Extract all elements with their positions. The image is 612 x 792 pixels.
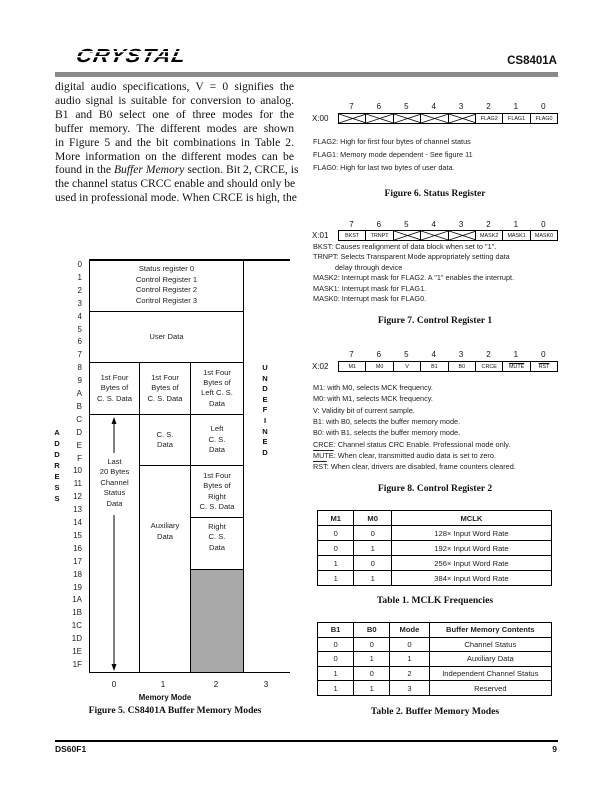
user-data-block: User Data: [89, 311, 244, 364]
document-id: DS60F1: [55, 744, 87, 754]
unused-bit-cell: [448, 230, 476, 241]
body-line: [55, 108, 294, 122]
text-segment: the channel status CRCC enable and should only be: [55, 177, 296, 191]
table-cell: Reserved: [429, 681, 551, 696]
note-term: BKST: [313, 242, 332, 251]
register-note: [313, 383, 433, 392]
bit-cell: [393, 361, 421, 372]
address-label: 1E: [72, 647, 82, 656]
body-line: [55, 163, 299, 177]
register-note: [313, 284, 426, 293]
memory-mode-tick: 3: [263, 680, 269, 689]
table-cell: 0: [318, 637, 354, 652]
address-label: 1C: [71, 621, 82, 631]
text-segment: section. Bit 2, CRCE, is: [184, 163, 299, 177]
address-label: D: [76, 427, 82, 437]
bit-number: 0: [541, 102, 546, 111]
note-term: MASK2: [313, 273, 338, 283]
register-note: [313, 242, 496, 251]
address-label: 8: [77, 363, 82, 373]
register-note: [313, 394, 433, 403]
bit-label: MASK2: [480, 232, 499, 239]
memory-mode-axis-title: Memory Mode: [138, 693, 192, 702]
page-number: 9: [552, 744, 557, 754]
note-text: : Memory mode dependent - See figure 11: [336, 150, 473, 159]
text-segment: buffer memory. The different modes are shown: [55, 121, 294, 135]
address-label: A: [76, 389, 82, 398]
table-cell: 256× Input Word Rate: [391, 556, 551, 571]
cross-icon: [449, 231, 475, 240]
address-label: B: [76, 401, 82, 411]
address-label: 1D: [71, 634, 82, 644]
unused-bit-cell: [448, 113, 476, 124]
bit-number: 4: [431, 220, 436, 229]
address-label: 7: [77, 350, 82, 360]
table-1: [317, 510, 552, 586]
table-cell: Channel Status: [429, 637, 551, 652]
table-cell: 1: [354, 681, 390, 696]
register-address: X:01: [312, 231, 329, 240]
bit-cell: [420, 361, 448, 372]
note-term: FLAG1: [313, 150, 337, 159]
table-cell: 2: [390, 666, 429, 681]
note-term: MASK0: [313, 294, 338, 303]
bit-cell: [530, 113, 558, 124]
mode2-first-four-right-block: 1st Four Bytes of Right C. S. Data: [190, 465, 244, 518]
register-caption: Figure 6. Status Register: [384, 188, 486, 199]
bit-label: V: [405, 363, 409, 370]
text-segment: audio signal is suitable for conversion to analog.: [55, 93, 294, 107]
bit-cell: [475, 113, 503, 124]
unused-bit-cell: [420, 113, 448, 124]
mode0-last20-label: Last 20 Bytes Channel Status Data: [91, 455, 138, 511]
note-term: CRCE: [313, 439, 334, 449]
bit-cell: [502, 230, 530, 241]
address-label: 5: [77, 324, 82, 334]
address-label: 1F: [72, 659, 82, 669]
table-cell: 3: [390, 681, 429, 696]
table-caption: Table 2. Buffer Memory Modes: [370, 706, 500, 717]
note-text: : Interrupt mask for FLAG2. A "1" enables the interrupt.: [337, 273, 515, 283]
note-text: : High for first four bytes of channel status: [336, 137, 471, 146]
table-cell: 0: [354, 556, 391, 571]
bit-cell: [475, 230, 503, 241]
header-rule: [55, 72, 558, 77]
undefined-label: U N D E F I N E D: [262, 363, 268, 457]
text-segment: More information on the different modes can be: [55, 149, 294, 163]
bit-number: 4: [431, 102, 436, 111]
register-note: [313, 252, 510, 261]
bit-cell: [475, 361, 503, 372]
table-cell: 0: [354, 526, 391, 541]
table-row: [318, 541, 552, 556]
register-caption: Figure 8. Control Register 2: [377, 483, 493, 494]
bit-cell: [502, 361, 530, 372]
bit-label: M1: [348, 363, 356, 370]
register-note: [313, 273, 514, 282]
address-label: 14: [73, 518, 82, 527]
table-header-row: [318, 511, 552, 526]
note-text: : with M1, selects MCK frequency.: [323, 394, 433, 404]
table-cell: Auxiliary Data: [429, 652, 551, 667]
address-label: 3: [77, 298, 82, 308]
bit-cell: [365, 361, 393, 372]
note-text: : High for last two bytes of user data.: [336, 163, 455, 172]
table-row: [318, 681, 552, 696]
register-note: [313, 163, 455, 172]
bit-number: 3: [458, 350, 464, 359]
body-line: [55, 177, 294, 191]
note-term: V: [313, 405, 318, 415]
bit-number: 7: [349, 102, 354, 111]
bit-cell: [448, 361, 476, 372]
register-note: [313, 406, 415, 415]
register-note: [313, 451, 496, 460]
bit-label: B0: [458, 363, 466, 370]
note-term: FLAG0: [313, 163, 337, 172]
note-term: MUTE: [313, 450, 334, 460]
cross-icon: [394, 231, 420, 240]
address-label: 15: [73, 530, 82, 540]
column-header: M1: [318, 511, 354, 526]
table-cell: 0: [318, 652, 354, 667]
table-row: [318, 652, 552, 667]
register-note: [313, 137, 471, 146]
svg-text:CRYSTAL: CRYSTAL: [74, 46, 174, 66]
table-row: [318, 637, 552, 652]
address-label: 13: [73, 505, 82, 515]
register-note: [313, 294, 426, 303]
note-term: $\overline{RST}$: [313, 462, 327, 472]
bit-number: 6: [376, 220, 382, 229]
bit-label: MASK1: [507, 232, 526, 239]
bit-number: 4: [431, 350, 436, 359]
bit-number: 2: [486, 102, 491, 111]
table-cell: 1: [354, 541, 391, 556]
note-text: delay through device: [335, 262, 403, 272]
bit-label: $\overline{RST}$: [538, 363, 550, 370]
mode1-first-four-block: 1st Four Bytes of C. S. Data: [139, 362, 191, 415]
top-border-line: [89, 259, 290, 261]
table-cell: 1: [318, 556, 354, 571]
column-header: Buffer Memory Contents: [429, 623, 551, 638]
table-cell: 1: [354, 571, 391, 586]
bit-number: 7: [349, 220, 354, 229]
note-text: : Selects Transparent Mode appropriately setting data: [336, 252, 510, 262]
table-cell: 128× Input Word Rate: [391, 526, 551, 541]
address-label: 0: [77, 260, 82, 269]
register-address: X:00: [312, 114, 329, 123]
bit-label: MASK0: [534, 232, 554, 239]
note-text: : Interrupt mask for FLAG0.: [337, 294, 427, 303]
address-label: 12: [73, 492, 82, 502]
note-text: : Validity bit of current sample.: [317, 405, 415, 415]
note-term: FLAG2: [313, 137, 337, 146]
bit-cell: [338, 361, 366, 372]
register-note: [313, 428, 460, 437]
address-label: 18: [73, 569, 82, 579]
table-cell: 1: [354, 652, 390, 667]
table-cell: 0: [318, 526, 354, 541]
address-label: 1: [77, 272, 82, 282]
bit-number: 2: [486, 220, 491, 229]
mode1-auxiliary-block: Auxiliary Data: [139, 465, 191, 672]
body-line: [55, 136, 294, 150]
table-cell: 0: [390, 637, 429, 652]
note-text: : with B0, selects the buffer memory mode.: [321, 416, 461, 426]
body-line: [55, 94, 294, 108]
address-label: 16: [73, 543, 82, 553]
note-text: : with M0, selects MCK frequency.: [323, 383, 433, 392]
note-term: MASK1: [313, 283, 338, 293]
cross-icon: [339, 114, 365, 123]
bit-number: 0: [541, 350, 546, 359]
body-line: [55, 150, 294, 164]
bit-label: FLAG0: [535, 115, 553, 122]
table-cell: 0: [354, 637, 390, 652]
unused-bit-cell: [338, 113, 366, 124]
memory-mode-tick: 1: [160, 680, 166, 689]
cross-icon: [421, 231, 447, 240]
table-row: [318, 666, 552, 681]
address-label: E: [76, 440, 82, 450]
column-header: M0: [354, 511, 391, 526]
text-segment: used in professional mode. When CRCE is high, the: [55, 191, 297, 205]
memory-mode-tick: 0: [111, 680, 117, 689]
note-text: : When clear, transmitted audio data is set to zero.: [333, 450, 496, 460]
cross-icon: [366, 114, 392, 123]
table-row: [318, 571, 552, 586]
register-note: [313, 440, 510, 449]
register-note: [335, 263, 402, 272]
text-segment: digital audio specifications, V = 0 signifies the: [55, 80, 294, 93]
bit-cell: [530, 230, 558, 241]
unused-bit-cell: [393, 230, 421, 241]
table-row: [318, 526, 552, 541]
bit-number: 1: [513, 102, 519, 111]
bit-number: 1: [513, 220, 519, 229]
note-text: : When clear, drivers are disabled, frame counters cleared.: [326, 462, 516, 472]
footer-rule: [55, 740, 558, 742]
bit-number: 5: [404, 102, 409, 111]
bit-number: 5: [404, 220, 409, 229]
register-note: [313, 462, 516, 471]
bit-number: 5: [404, 350, 409, 359]
mode0-first-four-block: 1st Four Bytes of C. S. Data: [89, 362, 140, 415]
address-label: 17: [73, 556, 82, 566]
column-header: Mode: [390, 623, 429, 638]
register-note: [313, 417, 460, 426]
column-header: B1: [318, 623, 354, 638]
table-header-row: [318, 623, 552, 638]
registers-block: Status register 0 Control Register 1 Control Register 2 Control Register 3: [89, 259, 244, 312]
unused-bit-cell: [393, 113, 421, 124]
note-term: M1: [313, 383, 324, 392]
address-label: 11: [73, 479, 82, 489]
double-arrow-icon: [108, 415, 120, 675]
bit-label: M0: [375, 363, 384, 370]
bit-number: 6: [376, 102, 382, 111]
part-number: CS8401A: [507, 55, 557, 67]
mode2-right-cs-block: Right C. S. Data: [190, 517, 244, 570]
note-term: M0: [313, 394, 324, 404]
address-label: 1A: [72, 595, 82, 605]
note-term: B1: [313, 416, 322, 426]
register-caption: Figure 7. Control Register 1: [377, 315, 493, 326]
table-cell: 1: [318, 681, 354, 696]
bit-number: 0: [541, 220, 546, 229]
mode1-cs-data-block: C. S. Data: [139, 414, 191, 467]
bit-number: 7: [349, 350, 354, 359]
cross-icon: [394, 114, 420, 123]
note-text: : Interrupt mask for FLAG1.: [337, 283, 427, 293]
address-axis-label: A D D R E S S: [54, 428, 60, 503]
bit-number: 6: [376, 350, 382, 359]
bit-label: FLAG1: [508, 115, 526, 122]
address-label: 2: [77, 285, 82, 295]
body-line: [55, 191, 297, 205]
address-label: 9: [77, 376, 82, 386]
figure-5-caption: Figure 5. CS8401A Buffer Memory Modes: [88, 705, 262, 716]
text-segment: B1 and B0 select one of three modes for the: [55, 107, 294, 121]
crystal-logo: [72, 44, 190, 66]
table-cell: 192× Input Word Rate: [391, 541, 551, 556]
bit-cell: [502, 113, 530, 124]
note-term: TRNPT: [313, 252, 337, 262]
bit-number: 3: [458, 220, 464, 229]
table-cell: 1: [390, 652, 429, 667]
text-segment: found in the: [55, 163, 114, 177]
column-header: B0: [354, 623, 390, 638]
table-cell: 0: [354, 666, 390, 681]
bit-number: 2: [486, 350, 491, 359]
note-text: : with B1, selects the buffer memory mode.: [321, 428, 461, 438]
address-label: 4: [77, 311, 82, 321]
address-label: 1B: [72, 608, 82, 618]
italic-reference: Buffer Memory: [113, 163, 185, 177]
bit-label: BKST: [345, 232, 360, 239]
bit-label: CRCE: [481, 363, 497, 370]
address-label: 10: [73, 466, 82, 476]
table-cell: 1: [318, 666, 354, 681]
cross-icon: [449, 114, 475, 123]
bit-cell: [530, 361, 558, 372]
unused-bit-cell: [365, 113, 393, 124]
table-cell: 0: [318, 541, 354, 556]
memory-mode-tick: 2: [213, 680, 219, 689]
address-label: 19: [73, 582, 82, 592]
text-segment: in Figure 5 and the bit combinations in Table 2.: [55, 135, 294, 149]
table-2: [317, 622, 552, 696]
table-cell: 384× Input Word Rate: [391, 571, 551, 586]
bit-cell: [365, 230, 393, 241]
cross-icon: [421, 114, 447, 123]
bit-cell: [338, 230, 366, 241]
mode2-left-cs-block: Left C. S. Data: [190, 414, 244, 467]
bit-label: MUTE: [508, 363, 525, 370]
bit-label: B1: [431, 363, 438, 370]
mode2-first-four-left-block: 1st Four Bytes of Left C. S. Data: [190, 362, 244, 415]
bit-label: TRNPT: [370, 232, 389, 239]
column-header: MCLK: [391, 511, 551, 526]
note-term: B0: [313, 428, 322, 438]
unused-bit-cell: [420, 230, 448, 241]
body-line: [55, 122, 294, 136]
note-text: : Channel status CRC Enable. Professional mode only.: [333, 439, 511, 449]
body-paragraph: [55, 80, 299, 205]
table-cell: 1: [318, 571, 354, 586]
register-note: [313, 150, 473, 159]
table-caption: Table 1. MCLK Frequencies: [376, 595, 494, 606]
register-address: X:02: [312, 362, 329, 371]
mode2-unused-block: [190, 569, 244, 673]
address-label: C: [76, 414, 82, 424]
bit-number: 1: [513, 350, 519, 359]
bit-number: 3: [458, 102, 464, 111]
address-label: 6: [77, 337, 82, 347]
note-text: : Causes realignment of data block when set to "1".: [331, 242, 497, 251]
body-line: [55, 80, 294, 94]
table-cell: Independent Channel Status: [429, 666, 551, 681]
bit-label: FLAG2: [480, 115, 498, 122]
address-label: F: [77, 453, 82, 463]
table-row: [318, 556, 552, 571]
